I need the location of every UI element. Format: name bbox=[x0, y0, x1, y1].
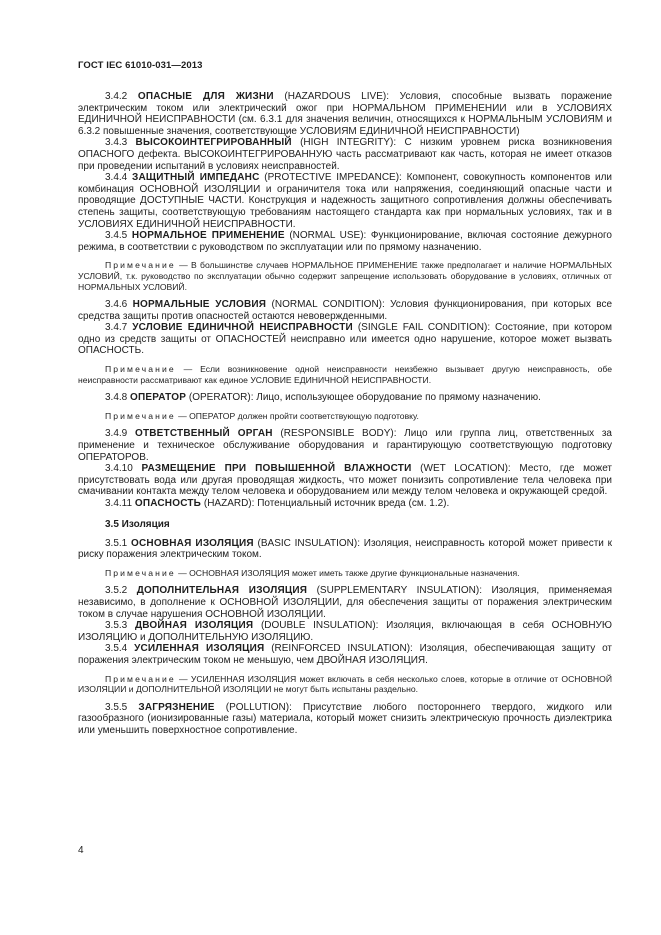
definition-text: (WET LOCATION): Место, где может присутствовать вода или другая проводящая жидкость, что может понизить сопротивление тела человека при смачивании контакта между телом человека и оборудованием или между телом человека и окружающей средой. bbox=[78, 463, 613, 498]
definition-text: (HAZARDOUS LIVE): Условия, способные вызвать поражение электрическим током или электрический ожог при НОРМАЛЬНОМ ПРИМЕНЕНИИ или в УСЛОВИЯХ ЕДИНИЧНОЙ НЕИСПРАВНОСТИ (см. 6.3.1 для значения величин, относящихся к НОРМАЛЬНЫМ УСЛОВИЯМ и 6.3.2 повышенные значения, соответствующие УСЛОВИЯМ ЕДИНИЧНОЙ НЕИСПРАВНОСТИ) bbox=[78, 91, 613, 137]
definition-3-4-7 bbox=[78, 322, 612, 357]
defined-term: УСЛОВИЕ ЕДИНИЧНОЙ НЕИСПРАВНОСТИ bbox=[132, 322, 353, 334]
clause-number: 3.5.3 bbox=[105, 620, 128, 632]
document-header: ГОСТ IEC 61010-031—2013 bbox=[78, 60, 203, 71]
note bbox=[78, 364, 612, 385]
clause-number: 3.5.5 bbox=[105, 701, 128, 713]
definition-text: (PROTECTIVE IMPEDANCE): Компонент, совокупность компонентов или комбинация ОСНОВНОЙ ИЗОЛЯЦИИ и ограничителя тока или напряжения, соединяющий опасные части и проводящие ДОСТУПНЫЕ ЧАСТИ. Конструкция и надежность защитного сопротивления должны обеспечивать степень защиты, соответствующую требованиям настоящего стандарта как при нормальных условиях, так и в УСЛОВИЯХ ЕДИНИЧНОЙ НЕИСПРАВНОСТИ. bbox=[78, 172, 613, 230]
note-text: — В большинстве случаев НОРМАЛЬНОЕ ПРИМЕНЕНИЕ также предполагает и наличие НОРМАЛЬНЫХ УСЛОВИЙ, т.к. руководство по эксплуатации обычно содержит запрещение использовать оборудование в условиях, отличных от НОРМАЛЬНЫХ УСЛОВИЙ. bbox=[78, 260, 613, 292]
defined-term: ОСНОВНАЯ ИЗОЛЯЦИЯ bbox=[131, 537, 254, 549]
clause-number: 3.4.6 bbox=[105, 299, 128, 311]
note-label: Примечание bbox=[105, 410, 176, 421]
definition-3-4-11 bbox=[78, 498, 612, 510]
definition-3-4-10 bbox=[78, 463, 612, 498]
note bbox=[78, 674, 612, 695]
definition-text: (SUPPLEMENTARY INSULATION): Изоляция, применяемая независимо, в дополнение к ОСНОВНОЙ ИЗОЛЯЦИИ, для обеспечения защиты от поражения электрическим током в случае нарушения ОСНОВНОЙ ИЗОЛЯЦИИ. bbox=[78, 585, 612, 620]
definition-text: (RESPONSIBLE BODY): Лицо или группа лиц, ответственных за применение и техническое обслуживание оборудования и гарантирующую соответствующую подготовку ОПЕРАТОРОВ. bbox=[78, 428, 612, 463]
document-body bbox=[78, 91, 612, 737]
definition-text: (BASIC INSULATION): Изоляция, неисправность которой может привести к риску поражения электрическим током. bbox=[78, 537, 612, 561]
note-label: Примечание bbox=[105, 567, 176, 578]
definition-3-5-5 bbox=[78, 702, 612, 737]
clause-number: 3.5.2 bbox=[105, 585, 128, 597]
defined-term: ДОПОЛНИТЕЛЬНАЯ ИЗОЛЯЦИЯ bbox=[136, 585, 308, 597]
definition-3-4-4 bbox=[78, 172, 612, 230]
definition-text: (NORMAL USE): Функционирование, включая состояние дежурного режима, в соответствии с руководством по эксплуатации или по прямому назначению. bbox=[78, 230, 612, 253]
definition-text: (DOUBLE INSULATION): Изоляция, включающая в себя ОСНОВНУЮ ИЗОЛЯЦИЮ и ДОПОЛНИТЕЛЬНУЮ ИЗОЛЯЦИЮ. bbox=[78, 620, 613, 643]
definition-3-4-2 bbox=[78, 91, 612, 137]
note-label: Примечание bbox=[105, 364, 176, 375]
defined-term: НОРМАЛЬНОЕ ПРИМЕНЕНИЕ bbox=[131, 230, 285, 242]
defined-term: ОПАСНОСТЬ bbox=[134, 498, 202, 509]
definition-3-4-9 bbox=[78, 428, 612, 463]
note-text: — УСИЛЕННАЯ ИЗОЛЯЦИЯ может включать в себя несколько слоев, которые в отличие от ОСНОВНОЙ ИЗОЛЯЦИИ и ДОПОЛНИТЕЛЬНОЙ ИЗОЛЯЦИИ не могут быть испытаны раздельно. bbox=[78, 673, 612, 695]
clause-number: 3.4.4 bbox=[105, 172, 128, 184]
definition-text: (SINGLE FAIL CONDITION): Состояние, при котором одно из средств защиты от ОПАСНОСТЕЙ неисправно или имеется одно нарушение, которое может вызвать ОПАСНОСТЬ. bbox=[78, 322, 612, 357]
note-label: Примечание bbox=[105, 260, 176, 271]
section-heading: 3.5 Изоляция bbox=[105, 518, 170, 530]
clause-number: 3.4.7 bbox=[105, 322, 128, 334]
clause-number: 3.4.10 bbox=[105, 463, 133, 475]
note bbox=[78, 568, 612, 579]
defined-term: ВЫСОКОИНТЕГРИРОВАННЫЙ bbox=[135, 137, 292, 149]
clause-number: 3.4.2 bbox=[105, 91, 128, 102]
clause-number: 3.4.8 bbox=[105, 392, 128, 404]
definition-text: (NORMAL CONDITION): Условия функционирования, при которых все средства защиты против опасностей остаются невовержденными. bbox=[78, 299, 613, 322]
note-label: Примечание bbox=[105, 673, 176, 684]
clause-number: 3.5.1 bbox=[105, 537, 128, 549]
definition-3-4-8 bbox=[78, 392, 612, 404]
definition-3-5-1 bbox=[78, 538, 612, 561]
definition-text: (HIGH INTEGRITY): С низким уровнем риска возникновения ОПАСНОГО дефекта. ВЫСОКОИНТЕГРИРОВАННУЮ часть рассматривают как часть, которая не имеет отказов при проведении испытаний в условиях неисправностей. bbox=[78, 137, 613, 172]
definition-text: (REINFORCED INSULATION): Изоляция, обеспечивающая защиту от поражения электрическим током не меньшую, чем ДВОЙНАЯ ИЗОЛЯЦИЯ. bbox=[78, 643, 613, 666]
definition-3-5-2 bbox=[78, 585, 612, 620]
note-text: — Если возникновение одной неисправности неизбежно вызывает другую неисправность, обе неисправности рассматривают как единое УСЛОВИЕ ЕДИНИЧНОЙ НЕИСПРАВНОСТИ. bbox=[78, 364, 613, 385]
note-text: — ОПЕРАТОР должен пройти соответствующую подготовку. bbox=[178, 410, 419, 421]
clause-number: 3.4.11 bbox=[105, 498, 133, 509]
note bbox=[78, 411, 612, 422]
note bbox=[78, 260, 612, 292]
clause-number: 3.4.3 bbox=[105, 137, 128, 149]
definition-3-4-3 bbox=[78, 137, 612, 172]
clause-number: 3.4.5 bbox=[105, 230, 128, 242]
clause-number: 3.5.4 bbox=[105, 643, 128, 655]
definition-3-5-3 bbox=[78, 620, 612, 643]
definition-3-4-5 bbox=[78, 230, 612, 253]
defined-term: ОПЕРАТОР bbox=[130, 392, 187, 404]
defined-term: ДВОЙНАЯ ИЗОЛЯЦИЯ bbox=[134, 620, 254, 632]
definition-3-4-6 bbox=[78, 299, 612, 322]
defined-term: ЗАЩИТНЫЙ ИМПЕДАНС bbox=[132, 172, 260, 184]
definition-3-5-4 bbox=[78, 643, 612, 666]
defined-term: ОПАСНЫЕ ДЛЯ ЖИЗНИ bbox=[137, 91, 274, 102]
defined-term: ЗАГРЯЗНЕНИЕ bbox=[138, 701, 215, 713]
defined-term: РАЗМЕЩЕНИЕ ПРИ ПОВЫШЕННОЙ ВЛАЖНОСТИ bbox=[141, 463, 412, 475]
defined-term: УСИЛЕННАЯ ИЗОЛЯЦИЯ bbox=[134, 643, 265, 655]
note-text: — ОСНОВНАЯ ИЗОЛЯЦИЯ может иметь также другие функциональные назначения. bbox=[178, 567, 520, 578]
definition-text: (OPERATOR): Лицо, использующее оборудование по прямому назначению. bbox=[188, 392, 541, 404]
definition-text: (POLLUTION): Присутствие любого постороннего твердого, жидкого или газообразного (ионизированные газы) материала, который может снизить электрическую прочность диэлектрика или уменьшить поверхностное сопротивление. bbox=[78, 701, 612, 736]
page-number: 4 bbox=[78, 845, 84, 856]
defined-term: ОТВЕТСТВЕННЫЙ ОРГАН bbox=[134, 428, 273, 440]
defined-term: НОРМАЛЬНЫЕ УСЛОВИЯ bbox=[132, 299, 267, 311]
definition-text: (HAZARD): Потенциальный источник вреда (см. 1.2). bbox=[203, 498, 450, 509]
clause-number: 3.4.9 bbox=[105, 428, 128, 440]
